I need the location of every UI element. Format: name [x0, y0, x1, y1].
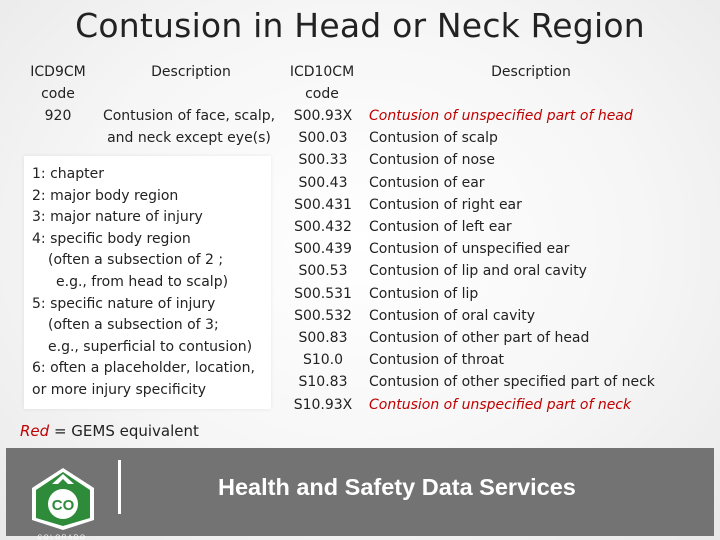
header-icd9-description: Description — [151, 64, 231, 80]
icd10-code: S00.03 — [298, 130, 348, 147]
header-icd10-description: Description — [491, 64, 571, 80]
legend-line: 2: major body region — [32, 187, 179, 204]
icd10-code: S10.93X — [293, 396, 353, 413]
icd10-description-column — [369, 105, 714, 416]
header-icd9-code: ICD9CM code — [30, 64, 86, 102]
icd10-code: S00.53 — [298, 263, 348, 280]
icd10-code: S00.531 — [294, 285, 352, 302]
icd10-description: Contusion of oral cavity — [369, 307, 536, 324]
icd9-description: Contusion of face, scalp, and neck except eye(s) — [102, 108, 276, 146]
icd10-code: S00.93X — [293, 108, 353, 124]
footnote-text: = GEMS equivalent — [49, 422, 199, 440]
footnote-red-word: Red — [20, 422, 50, 440]
gems-footnote — [20, 420, 199, 442]
logo-initials: CO — [51, 497, 75, 514]
code-structure-legend — [24, 156, 271, 409]
icd10-description-gems: Contusion of unspecified part of head — [369, 108, 633, 124]
icd10-description: Contusion of scalp — [369, 130, 498, 147]
icd10-description: Contusion of lip — [369, 285, 479, 302]
logo-word: COLORADO — [37, 534, 87, 540]
icd10-description: Contusion of nose — [369, 152, 495, 169]
legend-line: 6: often a placeholder, location, — [32, 360, 255, 377]
icd10-description: Contusion of lip and oral cavity — [369, 263, 587, 280]
page-title: Contusion in Head or Neck Region — [75, 6, 645, 45]
legend-line: (often a subsection of 2 ; — [48, 252, 224, 269]
footer-banner — [6, 448, 714, 540]
icd10-code: S00.532 — [294, 307, 352, 324]
legend-line: 5: specific nature of injury — [32, 295, 216, 312]
icd10-description-gems: Contusion of unspecified part of neck — [369, 396, 632, 413]
icd10-description: Contusion of ear — [369, 174, 485, 191]
icd10-description: Contusion of unspecified ear — [369, 241, 570, 258]
legend-line: (often a subsection of 3; — [48, 317, 219, 334]
icd10-description: Contusion of left ear — [369, 219, 512, 236]
icd10-description: Contusion of other part of head — [369, 330, 590, 347]
legend-line: 4: specific body region — [32, 230, 191, 247]
legend-line: 1: chapter — [32, 166, 104, 182]
icd10-code: S00.33 — [298, 152, 348, 169]
legend-line: or more injury specificity — [32, 381, 207, 398]
legend-line: 3: major nature of injury — [32, 209, 203, 226]
icd9-code-value: 920 — [44, 108, 72, 124]
icd10-code: S00.431 — [294, 196, 352, 213]
colorado-logo-icon — [26, 466, 101, 540]
icd10-code: S00.432 — [294, 219, 352, 236]
banner-divider — [118, 460, 121, 514]
icd10-code-column — [283, 105, 363, 416]
icd10-code: S10.83 — [298, 374, 348, 391]
icd10-code: S00.83 — [298, 330, 348, 347]
legend-line: e.g., from head to scalp) — [56, 273, 229, 290]
icd10-description: Contusion of other specified part of neck — [369, 374, 655, 391]
header-icd10-code: ICD10CM code — [289, 64, 355, 102]
icd10-code: S00.439 — [294, 241, 352, 258]
banner-title: Health and Safety Data Services — [218, 474, 576, 500]
icd10-description: Contusion of right ear — [369, 196, 522, 213]
icd10-code: S00.43 — [298, 174, 348, 191]
icd10-code: S10.0 — [302, 352, 344, 369]
icd10-description: Contusion of throat — [369, 352, 505, 369]
legend-line: e.g., superficial to contusion) — [48, 338, 253, 355]
